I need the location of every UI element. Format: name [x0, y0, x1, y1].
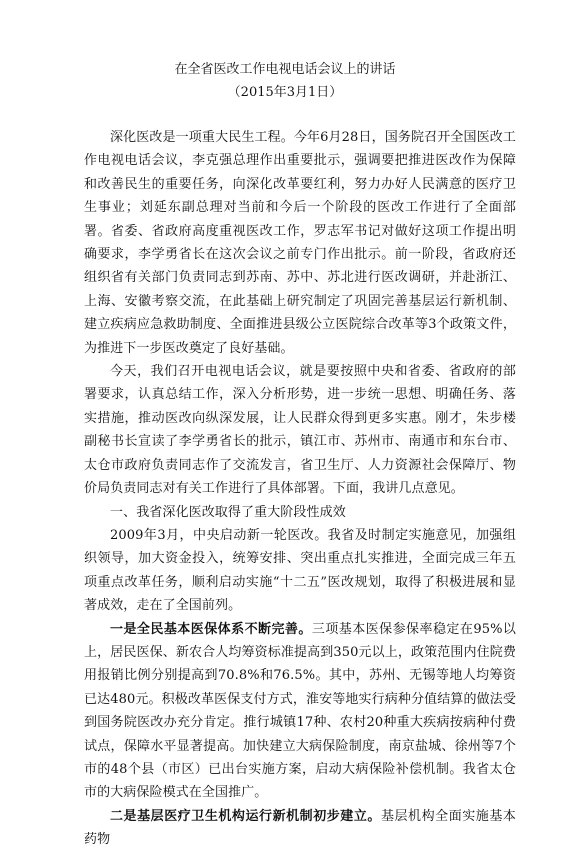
- paragraph-text: 三项基本医保参保率稳定在95%以上，居民医保、新农合人均筹资标准提高到350元以上，政策范围内住院费用报销比例分别提高到70.8%和76.5%。其中，苏州、无锡等地人均筹资已达480元。积极改革医保支付方式，淮安等地实行病种分值结算的做法受到国务院医改办充分肯定。推行城镇17种、农村20种重大疾病按病种付费试点，保障水平显著提高。加快建立大病保险制度，南京盐城、徐州等7个市的48个县（市区）已出台实施方案，启动大病保险补偿机制。我省太仓市的大病保险模式在全国推广。: [84, 621, 516, 801]
- document-date: （2015年3月1日）: [227, 85, 343, 100]
- paragraph-meeting: [84, 360, 516, 500]
- paragraph-2009: [84, 524, 516, 618]
- paragraph-intro: [84, 126, 516, 360]
- paragraph-point-two: [84, 805, 516, 852]
- section-heading-text: 一、我省深化医改取得了重大阶段性成效: [110, 504, 346, 520]
- paragraph-text: 深化医改是一项重大民生工程。今年6月28日，国务院召开全国医改工作电视电话会议，李克强总理作出重要批示，强调要把推进医改作为保障和改善民生的重要任务，向深化改革要红利，努力办好人民满意的医疗卫生事业；刘延东副总理对当前和今后一个阶段的医改工作进行了全面部署。省委、省政府高度重视医改工作，罗志军书记对做好这项工作提出明确要求，李学勇省长在这次会议之前专门作出批示。前一阶段，省政府还组织省有关部门负责同志到苏南、苏中、苏北进行医改调研，并赴浙江、上海、安徽考察交流，在此基础上研究制定了巩固完善基层运行新机制、建立疾病应急救助制度、全面推进县级公立医院综合改革等3个政策文件，为推进下一步医改奠定了良好基础。: [84, 130, 516, 356]
- paragraph-point-one: [84, 618, 516, 805]
- document-body: [84, 126, 516, 852]
- paragraph-lead: 一是全民基本医保体系不断完善。: [110, 621, 312, 637]
- paragraph-text: 2009年3月，中央启动新一轮医改。我省及时制定实施意见，加强组织领导，加大资金投入，统筹安排、突出重点扎实推进，全面完成三年五项重点改革任务，顺利启动实施“十二五”医改规划，取得了积极进展和显著成效，走在了全国前列。: [84, 527, 516, 614]
- paragraph-text: 今天，我们召开电视电话会议，就是要按照中央和省委、省政府的部署要求，认真总结工作，深入分析形势，进一步统一思想、明确任务、落实措施，推动医改向纵深发展，让人民群众得到更多实惠。刚才，朱步楼副秘书长宣读了李学勇省长的批示，镇江市、苏州市、南通市和东台市、太仓市政府负责同志作了交流发言，省卫生厅、人力资源社会保障厅、物价局负责同志对有关工作进行了具体部署。下面，我讲几点意见。: [84, 364, 516, 497]
- section-heading: [84, 501, 516, 524]
- paragraph-text: 基层机构全面实施基本药物: [84, 808, 516, 848]
- document-title: 在全省医改工作电视电话会议上的讲话: [174, 62, 396, 77]
- paragraph-lead: 二是基层医疗卫生机构运行新机制初步建立。: [110, 808, 381, 824]
